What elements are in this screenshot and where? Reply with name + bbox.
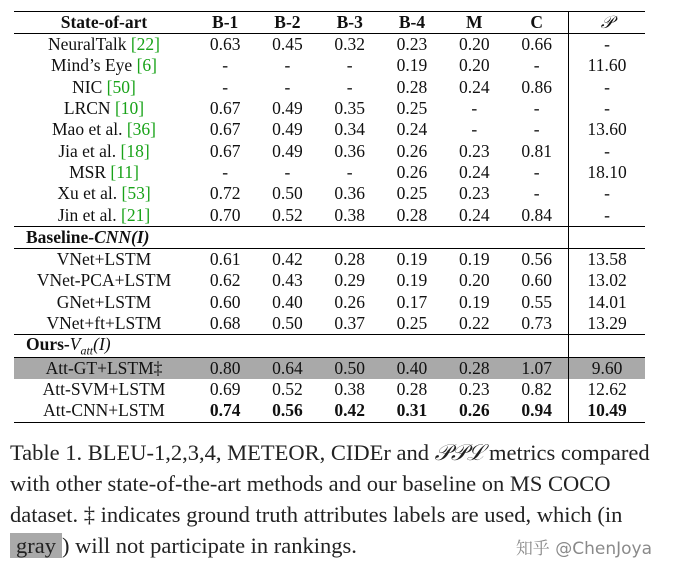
metric-cell: 0.60 bbox=[209, 291, 241, 312]
metric-cell: 0.24 bbox=[458, 204, 490, 225]
method-name: LRCN bbox=[63, 98, 111, 119]
ours-section-ppl-cell bbox=[569, 335, 646, 357]
metric-cell: - bbox=[569, 98, 646, 119]
metric-cell: - bbox=[346, 161, 353, 182]
metric-cell: 0.25 bbox=[396, 313, 428, 334]
metric-cell: 0.36 bbox=[334, 183, 366, 204]
metric-cell: 0.23 bbox=[458, 183, 490, 204]
table-row bbox=[14, 162, 645, 183]
metric-cell: 0.25 bbox=[396, 183, 428, 204]
baseline-section-label bbox=[14, 226, 569, 248]
method-name-cell bbox=[14, 292, 194, 313]
metric-cell: - bbox=[533, 55, 540, 76]
header-b2: B-2 bbox=[256, 12, 318, 34]
metric-cell: 0.64 bbox=[256, 357, 318, 379]
citation-link[interactable]: [50] bbox=[106, 76, 136, 97]
metric-cell: 0.56 bbox=[521, 249, 553, 270]
table-row bbox=[14, 183, 645, 204]
metric-cell: - bbox=[533, 98, 540, 119]
method-name: GNet+LSTM bbox=[56, 291, 152, 312]
metric-cell: 0.49 bbox=[272, 119, 303, 140]
metric-cell: 0.22 bbox=[458, 313, 490, 334]
metric-cell: 0.55 bbox=[521, 291, 553, 312]
metric-cell: 1.07 bbox=[505, 357, 568, 379]
metric-cell: 0.40 bbox=[381, 357, 443, 379]
method-name-cell bbox=[14, 77, 194, 98]
method-name: Mind’s Eye bbox=[51, 55, 133, 76]
table-row bbox=[14, 357, 645, 379]
metric-cell: 0.62 bbox=[209, 270, 241, 291]
metric-cell: 0.82 bbox=[521, 378, 553, 399]
results-table bbox=[14, 11, 645, 423]
citation-link[interactable]: [36] bbox=[126, 119, 156, 140]
metric-cell: 0.80 bbox=[194, 357, 256, 379]
metric-cell: - bbox=[222, 161, 229, 182]
metric-cell: - bbox=[284, 161, 291, 182]
metric-cell: 0.26 bbox=[443, 400, 505, 422]
metric-cell: - bbox=[471, 98, 478, 119]
method-name: NeuralTalk bbox=[48, 34, 127, 55]
caption-gray-word: gray bbox=[10, 533, 62, 558]
metric-cell: - bbox=[533, 161, 540, 182]
metric-cell: 0.23 bbox=[396, 34, 428, 55]
table-row bbox=[14, 34, 645, 56]
metric-cell: - bbox=[569, 34, 646, 56]
metric-cell: 0.45 bbox=[272, 34, 303, 55]
metric-cell: 14.01 bbox=[569, 292, 646, 313]
metric-cell: - bbox=[222, 76, 229, 97]
baseline-section-row bbox=[14, 226, 645, 248]
header-b4: B-4 bbox=[381, 12, 443, 34]
metric-cell: 0.31 bbox=[381, 400, 443, 422]
header-cider: C bbox=[505, 12, 568, 34]
metric-cell: 0.19 bbox=[396, 249, 428, 270]
metric-cell: 0.70 bbox=[209, 204, 241, 225]
method-name-cell bbox=[14, 119, 194, 140]
method-name-cell bbox=[14, 205, 194, 227]
ours-label-prefix: Ours- bbox=[26, 333, 70, 354]
metric-cell: 0.50 bbox=[319, 357, 381, 379]
ours-label-sub: att bbox=[80, 343, 94, 358]
metric-cell: 13.60 bbox=[569, 119, 646, 140]
metric-cell: 0.84 bbox=[521, 204, 553, 225]
metric-cell: - bbox=[346, 55, 353, 76]
method-name: Jia et al. bbox=[58, 140, 117, 161]
ours-label-italic: V bbox=[69, 333, 81, 354]
caption-part1: Table 1. BLEU-1,2,3,4, METEOR, CIDEr and bbox=[10, 440, 435, 465]
method-name: Jin et al. bbox=[57, 204, 117, 225]
metric-cell: 0.40 bbox=[272, 291, 303, 312]
metric-cell: 0.28 bbox=[443, 357, 505, 379]
method-name-cell bbox=[14, 141, 194, 162]
metric-cell: 0.28 bbox=[396, 204, 428, 225]
method-name-cell bbox=[14, 313, 194, 335]
metric-cell: 0.50 bbox=[272, 183, 303, 204]
metric-cell: 0.52 bbox=[272, 378, 303, 399]
metric-cell: 0.42 bbox=[319, 400, 381, 422]
method-name-cell bbox=[14, 400, 194, 422]
table-row bbox=[14, 56, 645, 77]
method-name: VNet+ft+LSTM bbox=[46, 313, 162, 334]
table-row bbox=[14, 271, 645, 292]
baseline-rows bbox=[14, 249, 645, 335]
metric-cell: - bbox=[284, 55, 291, 76]
metric-cell: - bbox=[222, 55, 229, 76]
method-name: VNet+LSTM bbox=[56, 249, 152, 270]
citation-link[interactable]: [21] bbox=[121, 204, 151, 225]
metric-cell: - bbox=[284, 76, 291, 97]
table-row bbox=[14, 141, 645, 162]
method-name-cell bbox=[14, 271, 194, 292]
state-of-art-rows bbox=[14, 34, 645, 227]
method-name: Xu et al. bbox=[57, 183, 118, 204]
citation-link[interactable]: [10] bbox=[114, 98, 145, 119]
metric-cell: 0.67 bbox=[209, 119, 241, 140]
method-name-cell bbox=[14, 379, 194, 400]
method-name-cell bbox=[14, 249, 194, 271]
metric-cell: 0.23 bbox=[458, 140, 490, 161]
method-name: Att-CNN+LSTM bbox=[43, 400, 165, 421]
metric-cell: 0.17 bbox=[396, 291, 428, 312]
metric-cell: 0.61 bbox=[209, 249, 241, 270]
metric-cell: 0.68 bbox=[209, 313, 241, 334]
metric-cell: 0.29 bbox=[334, 270, 366, 291]
ours-label-suffix: (I) bbox=[93, 333, 111, 354]
method-name-cell bbox=[14, 162, 194, 183]
watermark: 知乎 @ChenJoya bbox=[515, 539, 652, 559]
metric-cell: 0.20 bbox=[458, 270, 490, 291]
metric-cell: 0.34 bbox=[334, 119, 366, 140]
method-name: Att-GT+LSTM‡ bbox=[45, 357, 163, 378]
metric-cell: 0.19 bbox=[396, 270, 428, 291]
metric-cell: 0.49 bbox=[272, 98, 303, 119]
metric-cell: 0.69 bbox=[209, 378, 241, 399]
table-row bbox=[14, 292, 645, 313]
metric-cell: 0.66 bbox=[521, 34, 553, 55]
metric-cell: 0.26 bbox=[396, 161, 428, 182]
metric-cell: 10.49 bbox=[569, 400, 646, 422]
metric-cell: 0.32 bbox=[334, 34, 366, 55]
ours-section-row bbox=[14, 335, 645, 357]
metric-cell: 0.24 bbox=[396, 119, 428, 140]
metric-cell: 0.50 bbox=[272, 313, 303, 334]
header-meteor: M bbox=[443, 12, 505, 34]
table-row bbox=[14, 98, 645, 119]
metric-cell: 0.26 bbox=[334, 291, 366, 312]
metric-cell: 0.42 bbox=[272, 249, 303, 270]
metric-cell: 0.43 bbox=[272, 270, 303, 291]
table-row bbox=[14, 205, 645, 227]
baseline-label-italic: CNN(I) bbox=[94, 226, 150, 247]
metric-cell: 0.63 bbox=[209, 34, 241, 55]
metric-cell: 0.52 bbox=[272, 204, 303, 225]
header-b3: B-3 bbox=[319, 12, 381, 34]
metric-cell: 0.20 bbox=[458, 34, 490, 55]
method-name: NIC bbox=[72, 76, 103, 97]
metric-cell: 18.10 bbox=[569, 162, 646, 183]
metric-cell: - bbox=[569, 183, 646, 204]
metric-cell: 0.72 bbox=[209, 183, 241, 204]
metric-cell: 13.58 bbox=[569, 249, 646, 271]
metric-cell: 0.28 bbox=[396, 378, 428, 399]
method-name-cell bbox=[14, 183, 194, 204]
metric-cell: 0.26 bbox=[396, 140, 428, 161]
metric-cell: 12.62 bbox=[569, 379, 646, 400]
method-name-cell bbox=[14, 357, 194, 379]
table-row bbox=[14, 313, 645, 335]
metric-cell: 0.28 bbox=[396, 76, 428, 97]
metric-cell: - bbox=[471, 119, 478, 140]
metric-cell: - bbox=[533, 183, 540, 204]
citation-link[interactable]: [18] bbox=[120, 140, 150, 161]
table-row bbox=[14, 77, 645, 98]
citation-link[interactable]: [22] bbox=[130, 34, 160, 55]
metric-cell: - bbox=[569, 205, 646, 227]
header-ppl: 𝒫 bbox=[569, 12, 646, 34]
header-b1: B-1 bbox=[194, 12, 256, 34]
caption-ppl: 𝒫𝒫ℒ bbox=[434, 440, 484, 465]
table-row bbox=[14, 119, 645, 140]
method-name: Mao et al. bbox=[52, 119, 123, 140]
ours-rows bbox=[14, 357, 645, 422]
metric-cell: 0.24 bbox=[458, 161, 490, 182]
metric-cell: 0.67 bbox=[209, 98, 241, 119]
metric-cell: 0.86 bbox=[521, 76, 553, 97]
metric-cell: 0.19 bbox=[458, 291, 490, 312]
metric-cell: 0.81 bbox=[521, 140, 553, 161]
table-row bbox=[14, 249, 645, 271]
metric-cell: 11.60 bbox=[569, 56, 646, 77]
metric-cell: 0.23 bbox=[458, 378, 490, 399]
metric-cell: 0.36 bbox=[334, 140, 366, 161]
metric-cell: 0.74 bbox=[194, 400, 256, 422]
metric-cell: 13.29 bbox=[569, 313, 646, 335]
metric-cell: 0.38 bbox=[334, 204, 366, 225]
metric-cell: 0.35 bbox=[334, 98, 366, 119]
table-row bbox=[14, 400, 645, 422]
method-name: MSR bbox=[69, 161, 107, 182]
metric-cell: 0.56 bbox=[256, 400, 318, 422]
metric-cell: 0.49 bbox=[272, 140, 303, 161]
metric-cell: 0.25 bbox=[396, 98, 428, 119]
metric-cell: - bbox=[346, 76, 353, 97]
metric-cell: 13.02 bbox=[569, 271, 646, 292]
metric-cell: 0.24 bbox=[458, 76, 490, 97]
metric-cell: 0.19 bbox=[396, 55, 428, 76]
table-row bbox=[14, 379, 645, 400]
metric-cell: 0.60 bbox=[521, 270, 553, 291]
method-name-cell bbox=[14, 56, 194, 77]
ours-section-label bbox=[14, 335, 569, 357]
metric-cell: 0.37 bbox=[334, 313, 366, 334]
header-state-of-art: State-of-art bbox=[14, 12, 194, 34]
caption-part2: metrics compared with other state-of-the-art methods and our baseline on MS COCO dataset. ‡ indicates ground truth attributes labels are used, which (in bbox=[10, 440, 650, 527]
caption-part3: ) will not participate in rankings. bbox=[61, 533, 357, 558]
metric-cell: 0.20 bbox=[458, 55, 490, 76]
method-name: VNet-PCA+LSTM bbox=[36, 270, 172, 291]
metric-cell: 0.73 bbox=[521, 313, 553, 334]
citation-link[interactable]: [6] bbox=[136, 55, 157, 76]
table-header-row bbox=[14, 12, 645, 34]
metric-cell: 0.19 bbox=[458, 249, 490, 270]
citation-link[interactable]: [11] bbox=[110, 161, 139, 182]
metric-cell: 0.94 bbox=[505, 400, 568, 422]
method-name: Att-SVM+LSTM bbox=[42, 378, 166, 399]
citation-link[interactable]: [53] bbox=[121, 183, 151, 204]
metric-cell: 0.28 bbox=[334, 249, 366, 270]
metric-cell: - bbox=[569, 141, 646, 162]
method-name-cell bbox=[14, 98, 194, 119]
metric-cell: 0.67 bbox=[209, 140, 241, 161]
metric-cell: - bbox=[569, 77, 646, 98]
baseline-label-prefix: Baseline- bbox=[26, 226, 95, 247]
method-name-cell bbox=[14, 34, 194, 56]
metric-cell: 0.38 bbox=[334, 378, 366, 399]
metric-cell: - bbox=[533, 119, 540, 140]
metric-cell: 9.60 bbox=[569, 357, 646, 379]
baseline-section-ppl-cell bbox=[569, 226, 646, 248]
